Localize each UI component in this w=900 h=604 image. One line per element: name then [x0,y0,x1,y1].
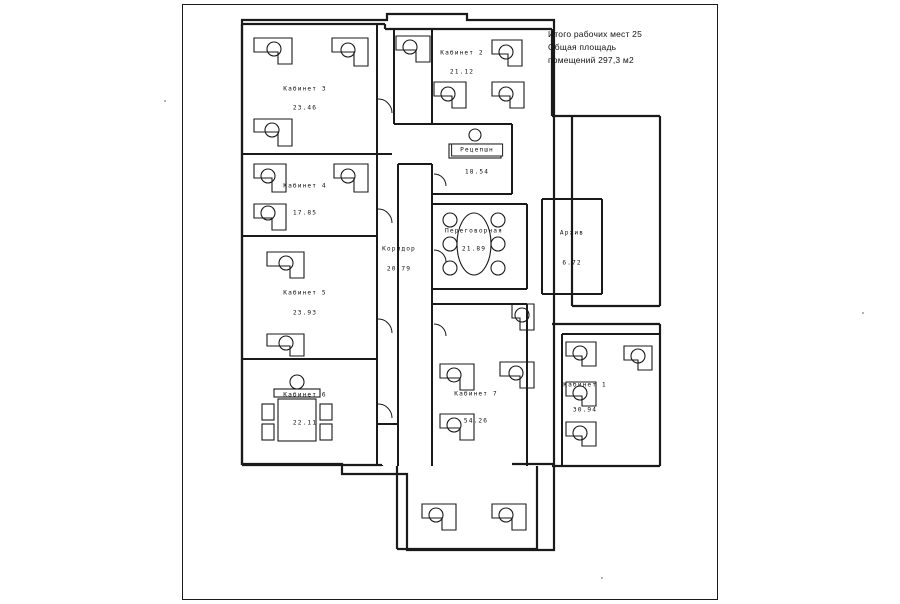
room-label-kab2: Кабинет 2 [440,49,484,57]
legend-block [548,28,698,66]
room-area-kab7: 54.26 [463,417,489,425]
room-label-kab5: Кабинет 5 [283,289,327,297]
room-area-kab4: 17.85 [292,209,318,217]
scan-speck [862,312,864,314]
room-label-archive: Архив [559,229,585,237]
room-label-kab1: Кабинет 1 [563,381,607,389]
scan-speck [601,577,603,579]
room-area-meeting: 21.89 [461,245,487,253]
legend-line-2: Общая площадь [548,41,617,52]
room-label-meeting: Переговорная [445,227,503,235]
room-area-corridor: 20.79 [386,265,412,273]
room-label-kab3: Кабинет 3 [283,85,327,93]
legend-line-1: Итого рабочих мест 25 [548,29,643,39]
room-label-kab6: Кабинет 6 [283,391,327,399]
legend-line-3: помещений 297,3 м2 [548,54,634,65]
room-area-archive: 6.72 [562,259,582,267]
room-area-kab2: 21.12 [449,68,475,76]
room-label-kab4: Кабинет 4 [283,182,327,190]
floor-plan-svg [182,4,718,600]
room-area-kab1: 30.94 [572,406,598,414]
room-area-kab3: 23.46 [292,104,318,112]
room-label-kab7: Кабинет 7 [454,390,498,398]
room-label-corridor: Коридор [382,245,416,253]
floor-plan-drawing [182,4,718,600]
room-area-kab5: 23.93 [292,309,318,317]
scan-speck [164,100,166,102]
room-area-kab6: 22.11 [292,419,318,427]
room-label-reception: Рецепшн [451,144,503,157]
room-area-reception: 18.54 [464,168,490,176]
